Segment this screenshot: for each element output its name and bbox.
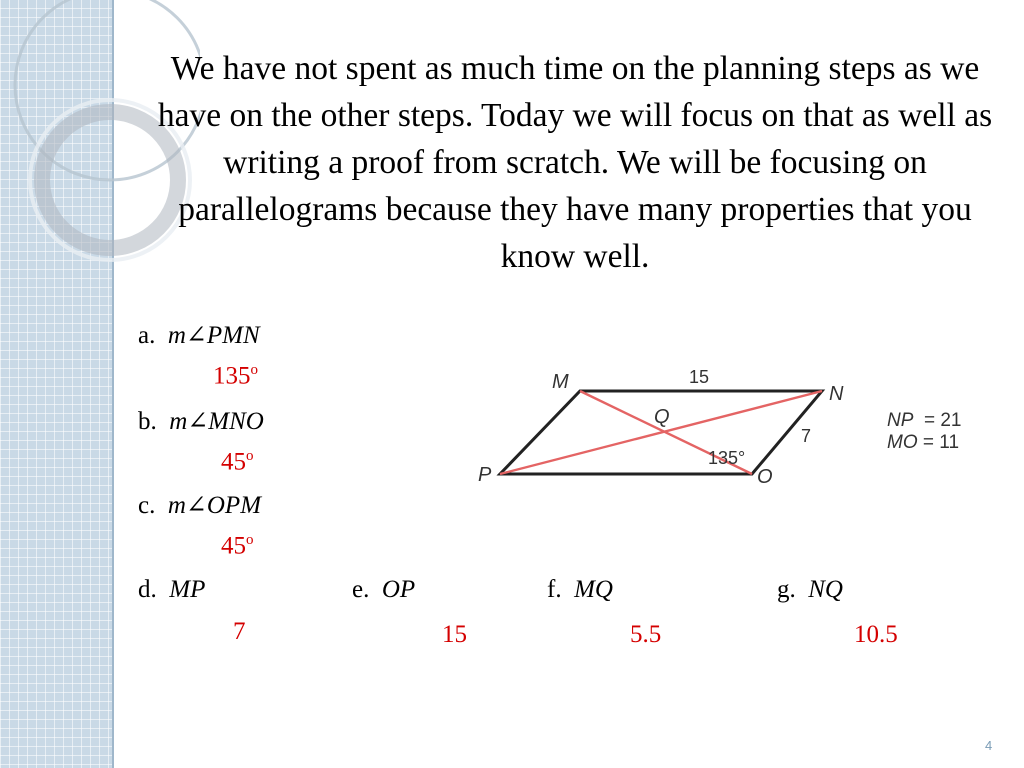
question-e [352, 576, 415, 604]
given-np-name: NP [887, 410, 914, 431]
vertex-o-label: O [757, 466, 773, 488]
question-b-letter: b. [138, 408, 157, 435]
vertex-n-label: N [829, 383, 844, 405]
angle-icon: ∠ [187, 408, 209, 435]
vertex-p-label: P [478, 464, 492, 486]
answer-g: 10.5 [854, 621, 898, 648]
given-values [887, 410, 962, 454]
question-e-letter: e. [352, 576, 370, 603]
answer-c-value: 45 [221, 532, 246, 560]
question-g-letter: g. [777, 576, 796, 603]
angle-icon: ∠ [185, 492, 207, 519]
intersection-q-label: Q [654, 406, 670, 428]
given-np-value: 21 [940, 410, 962, 431]
given-mo-name: MO [887, 432, 918, 453]
answer-a-unit: o [250, 362, 258, 378]
given-np [887, 410, 962, 432]
question-d [138, 576, 205, 604]
question-b [138, 406, 264, 436]
answer-c-unit: o [246, 532, 254, 548]
question-e-name: OP [381, 576, 416, 603]
answer-a [213, 362, 258, 390]
vertex-m-label: M [552, 371, 569, 393]
question-g [777, 576, 843, 604]
question-a-prefix: m [167, 322, 186, 349]
question-d-name: MP [169, 576, 206, 603]
question-c [138, 490, 261, 520]
answer-b-value: 45 [221, 448, 246, 476]
slide-title: We have not spent as much time on the planning steps as we have on the other steps. Today we will focus on that as well as writing a proof from scratch. We will be focusing on parallelograms because they have many properties that you know well. [157, 50, 993, 275]
answer-b-unit: o [246, 448, 254, 464]
question-f-name: MQ [574, 576, 613, 603]
question-g-name: NQ [808, 576, 843, 603]
question-f-letter: f. [547, 576, 562, 603]
given-mo [887, 432, 962, 454]
angle-label: 135° [708, 448, 746, 468]
question-f [547, 576, 613, 604]
side-no-label: 7 [801, 426, 812, 446]
angle-icon: ∠ [185, 322, 207, 349]
answer-b [221, 448, 254, 476]
question-c-letter: c. [138, 492, 156, 519]
question-a [138, 320, 260, 350]
given-np-eq: = [923, 410, 936, 431]
given-mo-value: 11 [939, 432, 960, 453]
answer-a-value: 135 [213, 362, 251, 390]
answer-f: 5.5 [630, 621, 662, 648]
question-a-letter: a. [138, 322, 156, 349]
question-c-prefix: m [167, 492, 186, 519]
parallelogram-figure [470, 350, 870, 490]
question-d-letter: d. [138, 576, 157, 603]
answer-e: 15 [442, 621, 467, 648]
answer-c [221, 532, 254, 560]
answer-d: 7 [233, 618, 246, 645]
side-mn-label: 15 [689, 367, 710, 387]
given-mo-eq: = [922, 432, 934, 453]
question-a-name: PMN [206, 322, 260, 349]
question-c-name: OPM [206, 492, 262, 519]
question-b-name: MNO [208, 408, 264, 435]
diagonal-pn [500, 391, 822, 474]
page-number: 4 [985, 738, 993, 753]
question-b-prefix: m [169, 408, 188, 435]
